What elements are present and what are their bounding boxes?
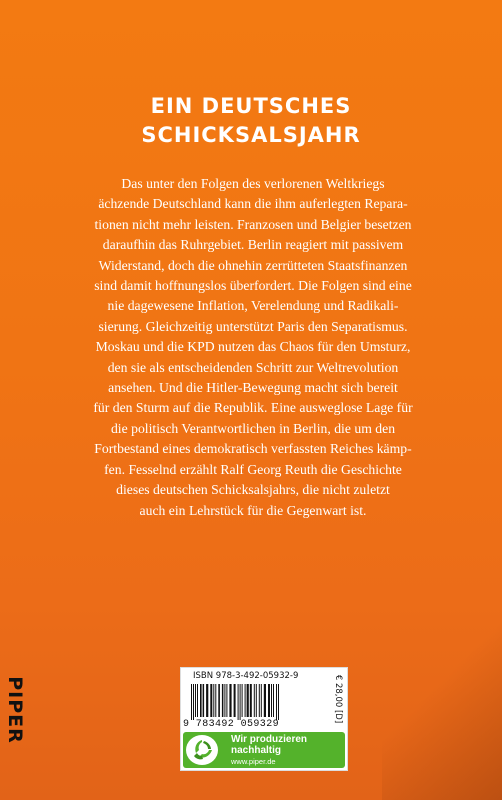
blurb-text <box>88 174 418 521</box>
barcode-bar <box>193 684 194 720</box>
barcode-number: 9 783492 059329 <box>183 719 280 730</box>
blurb-line: sierung. Gleichzeitig unterstützt Paris den Separatismus. <box>98 318 408 334</box>
eco-url: www.piper.de <box>231 757 276 766</box>
blurb-line: Fortbestand eines demokratisch verfassten Reiches kämp- <box>94 441 412 457</box>
blurb-line: sind damit hoffnungslos überfordert. Die Folgen sind eine <box>94 278 412 294</box>
eco-line-1: Wir produzieren <box>231 734 308 745</box>
barcode-bar <box>191 684 192 720</box>
cover-title <box>0 92 502 150</box>
barcode-bar <box>240 684 241 720</box>
blurb-line: ächzende Deutschland kann die ihm auferlegten Repara- <box>98 196 408 212</box>
title-line-2: SCHICKSALSJAHR <box>141 123 361 147</box>
barcode-bar <box>256 684 257 717</box>
barcode-bar <box>247 684 249 717</box>
blurb-line: auch ein Lehrstück für die Gegenwart ist. <box>139 502 367 518</box>
barcode-bar <box>264 684 266 717</box>
barcode-bar <box>254 684 255 717</box>
barcode-bar <box>195 684 196 717</box>
blurb-line: daraufhin das Ruhrgebiet. Berlin reagiert mit passivem <box>102 237 404 253</box>
isbn-label: ISBN 978-3-492-05932-9 <box>193 671 299 681</box>
barcode-bar <box>224 684 225 717</box>
eco-line-2: nachhaltig <box>231 745 282 756</box>
barcode-bar <box>261 684 262 717</box>
barcode-bar <box>215 684 216 717</box>
barcode-bar <box>206 684 208 717</box>
publisher-logo <box>2 660 28 760</box>
barcode-bar <box>210 684 212 717</box>
barcode-bar <box>213 684 214 717</box>
price-label: € 28,00 [D] <box>333 674 343 724</box>
blurb-line: tionen nicht mehr leisten. Franzosen und Belgier besetzen <box>94 216 412 232</box>
barcode-bar <box>271 684 272 717</box>
blurb-line: den sie als entscheidenden Schritt zur Weltrevolution <box>107 359 399 375</box>
barcode-bars <box>189 684 327 720</box>
blurb-line: ansehen. Und die Hitler-Bewegung macht sich bereit <box>108 380 398 396</box>
barcode-bar <box>276 684 277 720</box>
barcode-bar <box>203 684 205 717</box>
barcode-bar <box>245 684 246 717</box>
barcode-bar <box>200 684 202 717</box>
barcode-bar <box>238 684 239 720</box>
barcode-bar <box>226 684 227 717</box>
barcode-bar <box>268 684 270 717</box>
blurb-line: nie dagewesene Inflation, Verelendung und Radikali- <box>107 298 399 314</box>
barcode-bar <box>259 684 260 717</box>
barcode-bar <box>234 684 236 717</box>
blurb-line: für den Sturm auf die Republik. Eine ausweglose Lage für <box>93 400 413 416</box>
blurb-line: dieses deutschen Schicksalsjahrs, die nicht zuletzt <box>116 482 390 498</box>
recycle-leaf-icon <box>186 735 218 765</box>
cover-shadow <box>382 620 502 800</box>
publisher-logo-text: PIPER <box>4 676 26 744</box>
blurb-line: die politisch Verantwortlichen in Berlin, die um den <box>110 420 396 436</box>
barcode-panel <box>180 667 348 771</box>
barcode-bar <box>250 684 252 717</box>
barcode-bar <box>197 684 198 717</box>
barcode-bar <box>229 684 231 717</box>
blurb-line: Moskau und die KPD nutzen das Chaos für den Umsturz, <box>95 339 411 355</box>
blurb-line: fen. Fesselnd erzählt Ralf Georg Reuth die Geschichte <box>104 461 402 477</box>
barcode-bar <box>273 684 274 717</box>
blurb-line: Widerstand, doch die ohnehin zerrütteten Staatsfinanzen <box>98 257 408 273</box>
barcode-bar <box>222 684 224 717</box>
title-line-1: EIN DEUTSCHES <box>150 94 352 118</box>
barcode-bar <box>278 684 279 720</box>
price-label-box <box>330 670 346 728</box>
eco-badge <box>183 732 345 768</box>
barcode-bar <box>218 684 220 717</box>
blurb-line: Das unter den Folgen des verlorenen Weltkriegs <box>121 176 385 191</box>
barcode-bar <box>242 684 243 717</box>
